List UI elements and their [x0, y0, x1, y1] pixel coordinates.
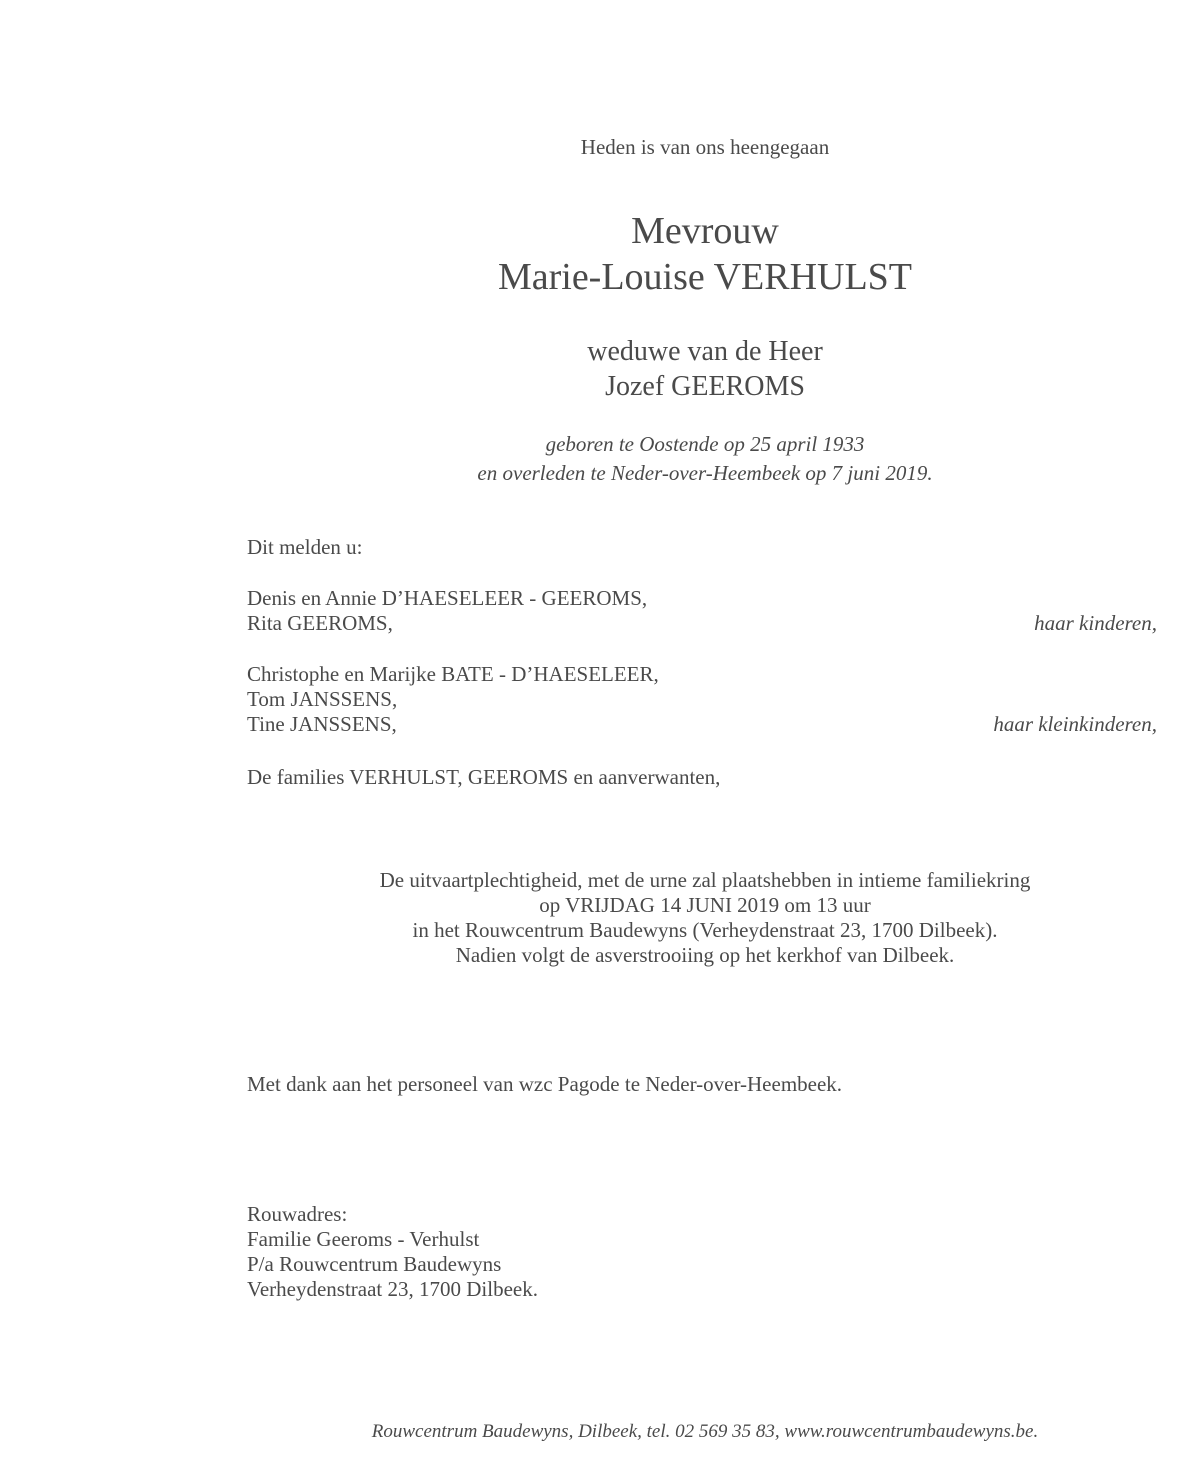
grandchildren-list	[247, 662, 659, 737]
address-line: P/a Rouwcentrum Baudewyns	[247, 1252, 502, 1276]
widow-line-1: weduwe van de Heer	[587, 336, 823, 367]
deceased-honorific: Mevrouw	[631, 210, 779, 252]
deceased-title	[405, 208, 1005, 300]
address-heading: Rouwadres:	[247, 1202, 348, 1226]
children-relation: haar kinderen,	[1034, 611, 1157, 635]
grandchildren-relation: haar kleinkinderen,	[993, 712, 1157, 736]
announcement	[247, 535, 362, 560]
born-line: geboren te Oostende op 25 april 1933	[545, 432, 865, 456]
child-name: Denis en Annie D’HAESELEER - GEEROMS,	[247, 586, 648, 610]
intro-text	[405, 134, 1005, 160]
deceased-name: Marie-Louise VERHULST	[497, 256, 913, 298]
ceremony-line: in het Rouwcentrum Baudewyns (Verheydenstraat 23, 1700 Dilbeek).	[412, 918, 998, 942]
address-line: Verheydenstraat 23, 1700 Dilbeek.	[247, 1277, 538, 1301]
widow-block	[405, 334, 1005, 404]
widow-line-2: Jozef GEEROMS	[605, 371, 805, 402]
ceremony-block	[255, 868, 1155, 968]
announcement-line: Dit melden u:	[247, 535, 363, 559]
thanks	[247, 1072, 842, 1097]
child-name: Rita GEEROMS,	[247, 611, 393, 635]
families-line: De families VERHULST, GEEROMS en aanverwanten,	[247, 765, 721, 789]
footer	[255, 1420, 1155, 1444]
grandchild-name: Tom JANSSENS,	[247, 687, 398, 711]
grandchild-name: Christophe en Marijke BATE - D’HAESELEER,	[247, 662, 659, 686]
address-line: Familie Geeroms - Verhulst	[247, 1227, 480, 1251]
ceremony-line: De uitvaartplechtigheid, met de urne zal plaatshebben in intieme familiekring	[379, 868, 1031, 892]
families	[247, 765, 720, 790]
children-list	[247, 586, 647, 636]
mourning-address	[247, 1202, 538, 1302]
footer-line: Rouwcentrum Baudewyns, Dilbeek, tel. 02 569 35 83, www.rouwcentrumbaudewyns.be.	[371, 1421, 1039, 1442]
intro-line: Heden is van ons heengegaan	[580, 135, 830, 159]
dates-block	[405, 430, 1005, 488]
ceremony-line: op VRIJDAG 14 JUNI 2019 om 13 uur	[539, 893, 871, 917]
ceremony-line: Nadien volgt de asverstrooiing op het kerkhof van Dilbeek.	[455, 943, 955, 967]
grandchild-name: Tine JANSSENS,	[247, 712, 397, 736]
thanks-line: Met dank aan het personeel van wzc Pagode te Neder-over-Heembeek.	[247, 1072, 843, 1096]
died-line: en overleden te Neder-over-Heembeek op 7 juni 2019.	[477, 461, 933, 485]
